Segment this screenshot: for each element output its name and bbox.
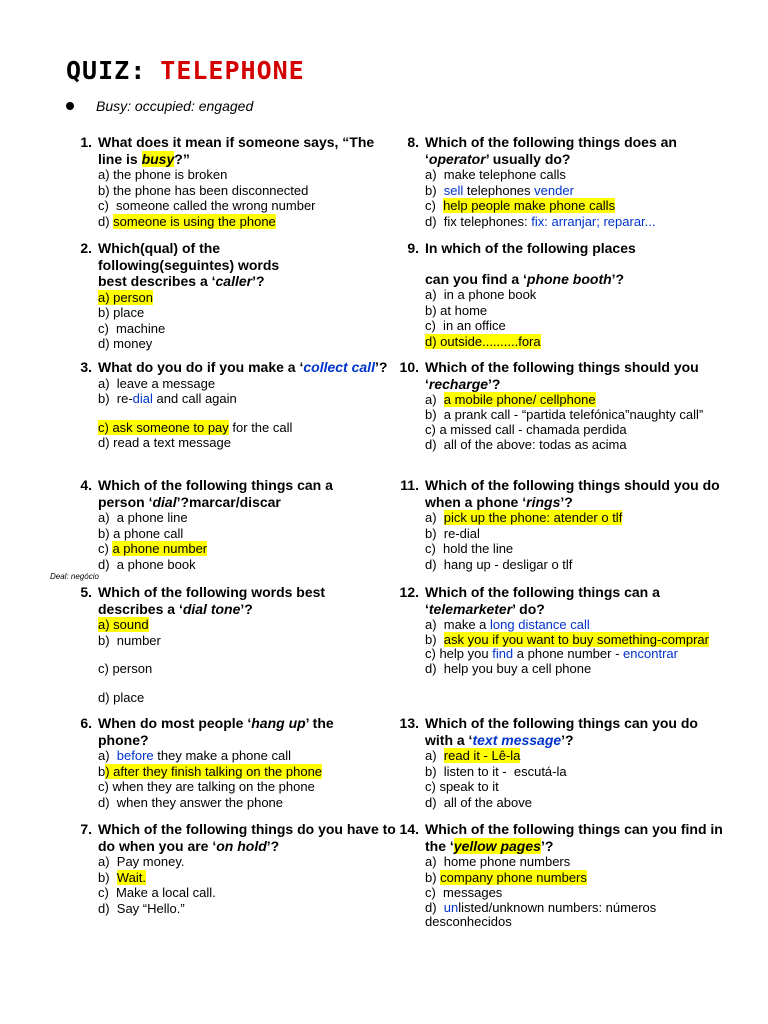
option-c: c) a phone number [98, 541, 208, 556]
question-stem: What do you do if you make a ‘collect call’? [98, 359, 388, 375]
question-12 [399, 584, 725, 676]
option-b: b) the phone has been disconnected [98, 182, 309, 198]
option-b: b) after they finish talking on the phone [98, 763, 323, 779]
option-c: c) messages [425, 885, 503, 900]
option-a: a) a mobile phone/ cellphone [425, 392, 596, 407]
option-a: a) a phone line [98, 510, 188, 525]
question-number: 3. [80, 359, 92, 375]
answer-highlight: a phone number [112, 541, 208, 556]
key-term: phone booth [526, 270, 612, 287]
answer-highlight: Wait. [116, 869, 146, 885]
option-c: c) hold the line [425, 541, 514, 556]
key-term: dial tone [182, 600, 241, 617]
option-d: d) money [98, 336, 153, 351]
question-stem: Which of the following things can you find in the ‘yellow pages’? [425, 821, 723, 854]
option-a: a) read it - Lê-la [425, 748, 521, 763]
option-c: c) someone called the wrong number [98, 198, 316, 213]
question-stem: Which of the following things can you do with a ‘text message’? [425, 715, 698, 748]
question-stem: What does it mean if someone says, “The line is busy?” [98, 134, 375, 167]
question-10 [399, 359, 725, 453]
question-stem: Which of the following words best describes a ‘dial tone’? [98, 584, 326, 617]
question-stem: In which of the following places [425, 240, 636, 256]
question-stem: Which of the following things does an ‘operator’ usually do? [425, 134, 677, 167]
bullet-icon [66, 102, 74, 110]
answer-highlight: company phone numbers [440, 869, 587, 885]
question-number: 13. [399, 715, 419, 731]
option-d: d) hang up - desligar o tlf [425, 556, 573, 572]
question-6 [80, 715, 398, 810]
quiz-title [66, 56, 305, 85]
question-4 [80, 477, 398, 572]
key-term: recharge [428, 375, 489, 392]
question-1 [80, 134, 398, 229]
option-d: d) when they answer the phone [98, 794, 284, 810]
option-a: a) leave a message [98, 375, 216, 391]
question-9 [407, 240, 725, 349]
answer-highlight: a) person [98, 289, 153, 305]
option-a [98, 617, 398, 633]
answer-highlight: a) sound [98, 617, 149, 632]
question-number: 7. [80, 821, 92, 837]
option-d: d) someone is using the phone [98, 213, 276, 229]
question-number: 12. [399, 584, 419, 600]
key-term: rings [526, 493, 561, 510]
option-c: c) machine [98, 320, 166, 336]
question-3 [80, 359, 398, 451]
answer-highlight: help people make phone calls [443, 198, 616, 213]
side-note: Deal: negócio [50, 572, 99, 581]
option-d: d) all of the above: todas as acima [425, 437, 627, 452]
question-number: 8. [407, 134, 419, 150]
option-c: c) when they are talking on the phone [98, 779, 315, 794]
question-number: 4. [80, 477, 92, 493]
option-a: a) in a phone book [425, 287, 537, 302]
option-a: a) pick up the phone: atender o tlf [425, 510, 623, 525]
option-a: a) make a long distance call [425, 617, 590, 632]
option-d: d) read a text message [98, 435, 231, 450]
key-term: yellow pages [453, 837, 541, 854]
answer-highlight: ask you if you want to buy something-comprar [443, 631, 709, 647]
question-stem: Which of the following things should you ‘recharge’? [425, 359, 699, 392]
key-term: operator [428, 150, 486, 167]
vocab-text: Busy: occupied: engaged [96, 98, 254, 114]
question-13 [399, 715, 725, 810]
option-d: d) unlisted/unknown numbers: números desconhecidos [425, 899, 660, 929]
option-c: c) in an office [425, 318, 506, 333]
question-number: 10. [399, 359, 419, 375]
option-b: b) a phone call [98, 525, 184, 541]
question-11 [400, 477, 725, 572]
option-b: b) re-dial [425, 525, 480, 541]
key-term: on hold [216, 837, 267, 854]
option-a [98, 290, 398, 306]
option-d: d) Say “Hello.” [98, 900, 185, 916]
question-number: 11. [400, 477, 419, 493]
option-a: a) before they make a phone call [98, 748, 291, 763]
question-stem: Which(qual) of the following(seguintes) words best describes a ‘caller’? [98, 240, 280, 289]
question-8 [407, 134, 725, 229]
question-number: 9. [407, 240, 419, 256]
key-term: telemarketer [428, 600, 513, 617]
question-number: 5. [80, 584, 92, 600]
key-term: dial [152, 493, 177, 510]
option-b: b) number [98, 632, 161, 648]
key-term: collect call [303, 359, 375, 375]
option-b: b) a prank call - “partida telefónica”naughty call” [425, 406, 704, 422]
question-7 [80, 821, 398, 916]
option-b: b) place [98, 305, 145, 320]
vocab-bullet [66, 98, 253, 114]
answer-highlight: ) after they finish talking on the phone [105, 763, 323, 779]
option-a: a) home phone numbers [425, 854, 571, 869]
question-stem: When do most people ‘hang up’ the phone? [98, 715, 334, 748]
key-term: text message [472, 731, 562, 748]
option-b: b) Wait. [98, 869, 146, 885]
question-stem-cont: can you find a ‘phone booth’? [425, 270, 625, 287]
title-label: QUIZ: [66, 56, 147, 85]
question-number: 2. [80, 240, 92, 256]
option-d: d) all of the above [425, 794, 532, 810]
option-d: d) a phone book [98, 556, 196, 572]
question-stem: Which of the following things should you do when a phone ‘rings’? [425, 477, 720, 510]
option-c: c) a missed call - chamada perdida [425, 421, 627, 437]
question-stem: Which of the following things can a person ‘dial’?marcar/discar [98, 477, 333, 510]
option-c: c) help people make phone calls [425, 198, 616, 213]
answer-highlight: a mobile phone/ cellphone [443, 392, 596, 407]
option-c: c) help you find a phone number - encontrar [425, 645, 678, 661]
question-number: 6. [80, 715, 92, 731]
option-b: b) company phone numbers [425, 869, 587, 885]
option-a: a) the phone is broken [98, 167, 228, 182]
option-a: a) Pay money. [98, 854, 185, 869]
answer-highlight: someone is using the phone [113, 213, 276, 229]
question-2 [80, 240, 398, 352]
question-number: 1. [80, 134, 92, 150]
option-d: d) place [98, 689, 145, 705]
answer-highlight: pick up the phone: atender o tlf [443, 510, 623, 525]
answer-highlight: read it - Lê-la [443, 748, 521, 763]
title-topic: TELEPHONE [160, 56, 305, 85]
option-b: b) ask you if you want to buy something-comprar [425, 631, 709, 647]
question-number: 14. [399, 821, 419, 837]
option-c: c) ask someone to pay for the call [98, 419, 293, 435]
answer-highlight: d) outside..........fora [425, 333, 541, 349]
option-d: d) fix telephones: fix: arranjar; reparar... [425, 213, 656, 229]
option-d: d) help you buy a cell phone [425, 660, 592, 676]
question-5 [80, 584, 398, 705]
key-term: caller [215, 273, 253, 289]
key-term: hang up [251, 715, 306, 731]
option-d [425, 334, 725, 350]
answer-highlight: c) ask someone to pay [98, 419, 229, 435]
option-c: c) person [98, 661, 153, 676]
option-a: a) make telephone calls [425, 167, 566, 182]
key-term: busy [141, 150, 175, 167]
option-b: b) re-dial and call again [98, 391, 237, 406]
option-b: b) listen to it - escutá-la [425, 763, 567, 779]
question-stem: Which of the following things do you have to do when you are ‘on hold’? [98, 821, 396, 854]
option-c: c) Make a local call. [98, 885, 216, 900]
option-b: b) sell telephones vender [425, 182, 574, 198]
question-stem: Which of the following things can a ‘telemarketer’ do? [425, 584, 660, 617]
question-14 [399, 821, 725, 929]
option-b: b) at home [425, 302, 488, 318]
option-c: c) speak to it [425, 779, 499, 794]
